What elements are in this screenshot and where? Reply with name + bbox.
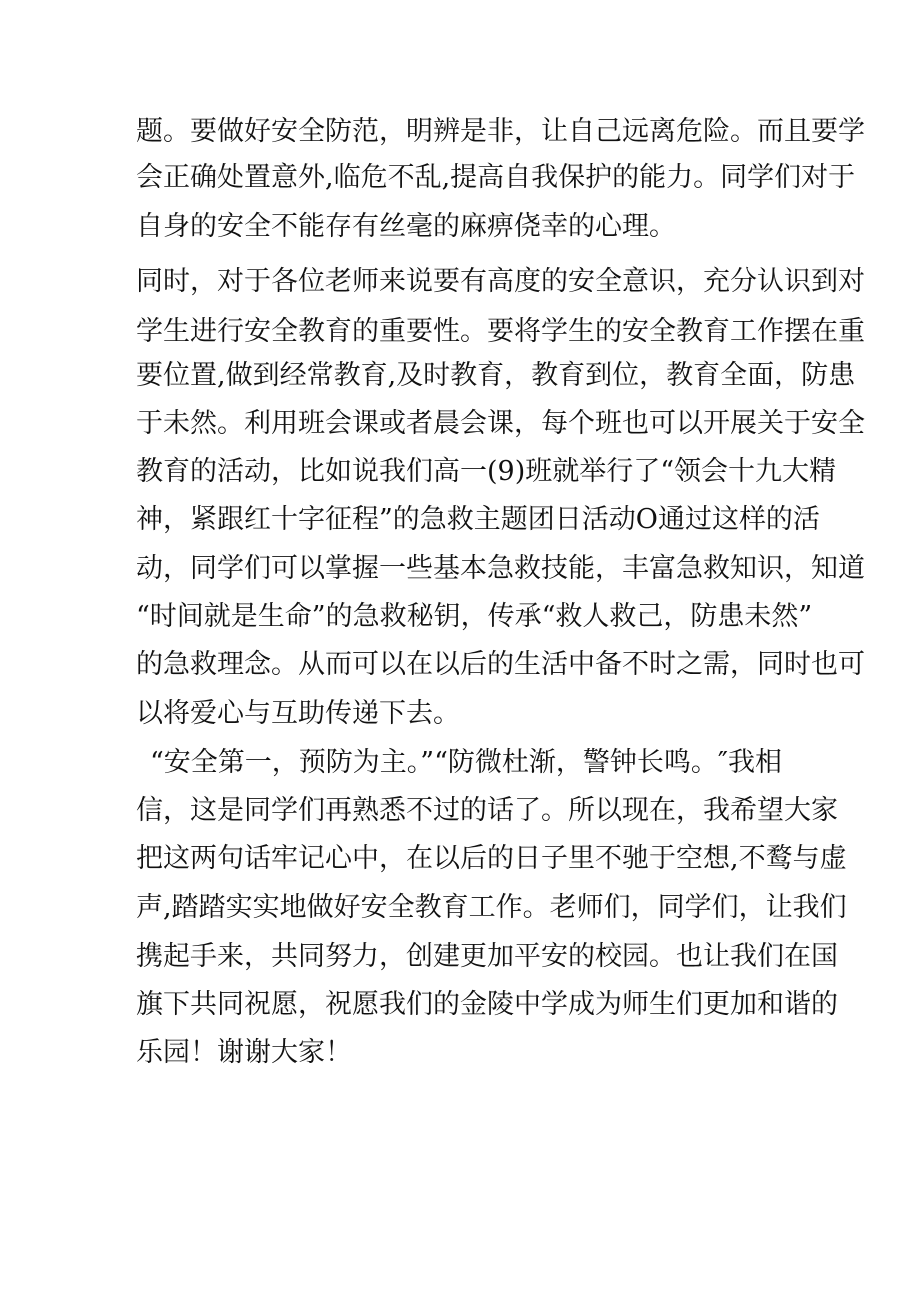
text-line: 携起手来，共同努力，创建更加平安的校园。也让我们在国 bbox=[136, 941, 838, 972]
text-line: 声,踏踏实实地做好安全教育工作。老师们，同学们，让我们 bbox=[136, 892, 847, 923]
text-line: 以将爱心与互助传递下去。 bbox=[136, 698, 460, 729]
text-line: “安全第一，预防为主。”“防微杜渐，警钟长鸣。″我相 bbox=[150, 747, 782, 778]
text-line: 题。要做好安全防范，明辨是非，让自己远离危险。而且要学 bbox=[136, 116, 865, 147]
text-line: 学生进行安全教育的重要性。要将学生的安全教育工作摆在重 bbox=[136, 316, 865, 347]
text-line: 要位置,做到经常教育,及时教育，教育到位，教育全面，防患 bbox=[136, 360, 856, 391]
text-line: 信，这是同学们再熟悉不过的话了。所以现在，我希望大家 bbox=[136, 795, 838, 826]
text-line: 会正确处置意外,临危不乱,提高自我保护的能力。同学们对于 bbox=[136, 162, 856, 193]
text-line: 教育的活动，比如说我们高一(9)班就举行了“领会十九大精 bbox=[136, 456, 837, 487]
text-line: 的急救理念。从而可以在以后的生活中备不时之需，同时也可 bbox=[136, 649, 865, 680]
text-line: “时间就是生命”的急救秘钥，传承“救人救己，防患未然” bbox=[136, 601, 813, 632]
text-line: 把这两句话牢记心中，在以后的日子里不驰于空想,不鹜与虚 bbox=[136, 843, 847, 874]
text-line: 旗下共同祝愿，祝愿我们的金陵中学成为师生们更加和谐的 bbox=[136, 989, 838, 1020]
text-line: 乐园！谢谢大家！ bbox=[136, 1037, 352, 1068]
text-line: 神，紧跟红十字征程”的急救主题团日活动O通过这样的活 bbox=[136, 504, 820, 535]
text-line: 自身的安全不能存有丝毫的麻痹侥幸的心理。 bbox=[136, 211, 676, 242]
text-line: 于未然。利用班会课或者晨会课，每个班也可以开展关于安全 bbox=[136, 408, 865, 439]
text-line: 同时，对于各位老师来说要有高度的安全意识，充分认识到对 bbox=[136, 266, 865, 297]
text-line: 动，同学们可以掌握一些基本急救技能，丰富急救知识，知道 bbox=[136, 553, 865, 584]
